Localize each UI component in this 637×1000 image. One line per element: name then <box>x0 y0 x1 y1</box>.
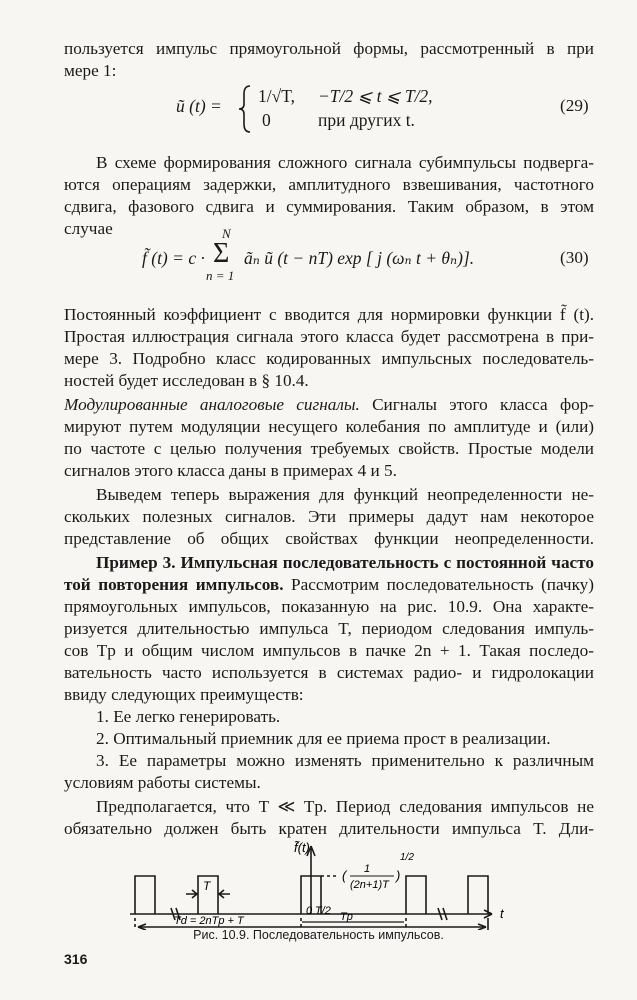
text-line: ввиду следующих преимуществ: <box>64 685 304 704</box>
list-item: 3. Ее параметры можно изменять применительно к различным <box>96 751 594 770</box>
text-line: Простая иллюстрация сигнала этого класса будет рассмотрена в при- <box>64 327 594 346</box>
text-line <box>64 574 594 596</box>
text-line: ностей будет исследован в § 10.4. <box>64 371 309 390</box>
text-line: обязательно должен быть кратен длительности импульса T. Дли- <box>64 819 594 838</box>
eq30-sum-bottom: n = 1 <box>206 268 235 283</box>
text-line: Выведем теперь выражения для функций неопределенности не- <box>96 485 594 504</box>
eq29-row1-value: 1/√T, <box>258 86 295 106</box>
text-line: представление об общих свойствах функции неопределенности. <box>64 529 594 548</box>
para3-first-rest: Сигналы этого класса фор- <box>359 395 594 414</box>
time-axis-label: t <box>500 906 504 921</box>
list-item: 1. Ее легко генерировать. <box>96 707 281 726</box>
eq30-body: ãₙ ũ (t − nT) exp [ j (ωₙ t + θₙ)]. <box>244 248 475 268</box>
pulse <box>468 876 488 914</box>
example3-heading-rest: Рассмотрим последовательность (пачку) <box>283 575 594 594</box>
amp-exponent: 1/2 <box>400 852 414 863</box>
example3-heading-cont: той повторения импульсов. <box>64 575 284 594</box>
zero-label: 0 <box>306 905 313 917</box>
pulse <box>135 876 155 914</box>
eq30-lhs: f̃ (t) = c · <box>142 248 205 268</box>
half-t-label: T/2 <box>315 905 331 917</box>
eq29-lhs: ũ (t) = <box>176 96 222 116</box>
text-line: сдвига, фазового сдвига и суммирования. Таким образом, в этом <box>64 197 594 216</box>
text-line: ются операциям задержки, амплитудного взвешивания, частотного <box>64 175 594 194</box>
amp-paren-close: ) <box>396 868 401 883</box>
text-line: прямоугольных импульсов, показанную на рис. 10.9. Она характе- <box>64 597 594 616</box>
figure-caption: Рис. 10.9. Последовательность импульсов. <box>193 928 444 942</box>
text-line: В схеме формирования сложного сигнала субимпульсы подверга- <box>96 153 594 172</box>
text-line: ризуется длительностью импульса T, периодом следования импуль- <box>64 619 594 638</box>
t-arrow-right <box>219 890 230 898</box>
eq29-row2-value: 0 <box>262 110 271 130</box>
page-number: 316 <box>64 951 88 967</box>
text-line: по частоте с целью получения требуемых свойств. Простые модели <box>64 439 594 458</box>
text-line: мере 1: <box>64 61 117 80</box>
eq29-row2-condition: при других t. <box>318 110 415 130</box>
text-line: сов Tp и общим числом импульсов в пачке 2n + 1. Такая последо- <box>64 641 594 660</box>
eq30-number: (30) <box>560 248 589 267</box>
td-label: Td = 2nTp + T <box>174 915 244 927</box>
amp-denominator: (2n+1)T <box>350 879 389 891</box>
t-arrow-left <box>186 890 197 898</box>
text-line: Предполагается, что T ≪ Tp. Период следования импульсов не <box>96 797 594 816</box>
text-line: случае <box>64 219 113 238</box>
t-label: T <box>203 879 211 893</box>
text-line: мере 3. Подробно класс кодированных импульсных последователь- <box>64 349 594 368</box>
example3-heading: Пример 3. Импульсная последовательность с постоянной часто <box>96 553 594 572</box>
figure-pulse-train <box>0 840 637 930</box>
text-line: сигналов этого класса даны в примерах 4 и 5. <box>64 461 397 480</box>
amp-numerator: 1 <box>364 863 371 875</box>
text-line <box>64 394 594 416</box>
list-item: 2. Оптимальный приемник для ее приема прост в реализации. <box>96 729 551 748</box>
para3-heading: Модулированные аналоговые сигналы. <box>64 395 360 414</box>
list-item-cont: условиям работы системы. <box>64 773 261 792</box>
text-line: скольких полезных сигналов. Эти примеры дадут нам некоторое <box>64 507 594 526</box>
text-line: пользуется импульс прямоугольной формы, рассмотренный в при <box>64 39 594 58</box>
y-axis-label: f̃(t) <box>294 840 310 855</box>
tp-label: Tp <box>340 911 353 923</box>
text-line: мируют путем модуляции несущего колебания по амплитуде и (или) <box>64 417 594 436</box>
amp-paren-open: ( <box>342 868 347 883</box>
pulse <box>406 876 426 914</box>
eq29-number: (29) <box>560 96 589 115</box>
eq29-brace <box>238 84 252 134</box>
eq29-row1-condition: −T/2 ⩽ t ⩽ T/2, <box>318 86 433 106</box>
text-line: Постоянный коэффициент c вводится для нормировки функции f̃ (t). <box>64 305 594 324</box>
text-line: вательность часто используется в системах радио- и гидролокации <box>64 663 594 682</box>
eq30-sum-sign: Σ <box>213 238 230 269</box>
eq30-sum-top: N <box>222 226 231 241</box>
